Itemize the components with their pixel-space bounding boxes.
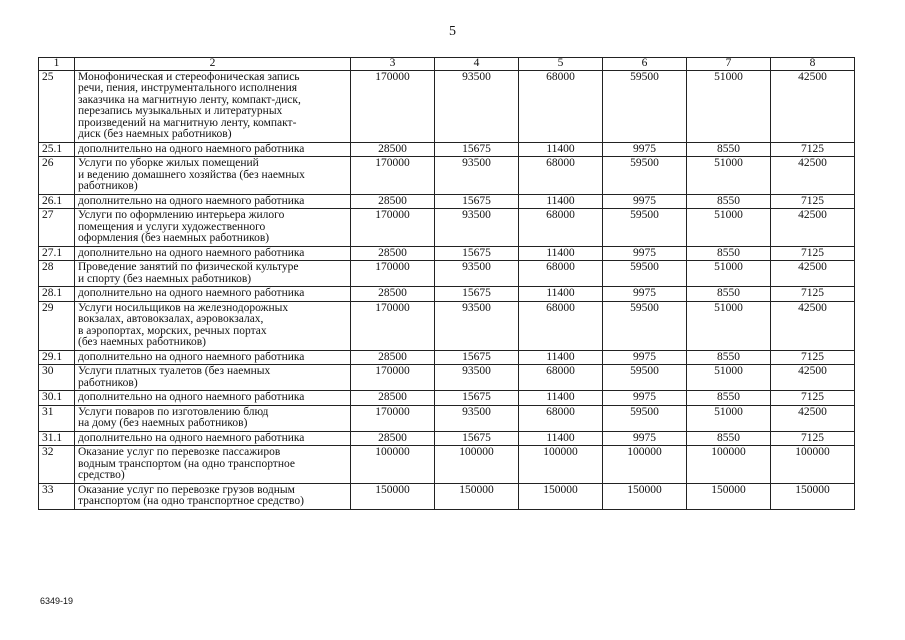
rate-value: 7125 [771,194,855,209]
rate-value: 51000 [687,209,771,247]
rate-value: 93500 [435,157,519,195]
row-number: 32 [39,446,75,484]
rate-value: 93500 [435,261,519,287]
rate-value: 170000 [351,261,435,287]
rate-value: 9975 [603,246,687,261]
rate-value: 8550 [687,350,771,365]
rate-value: 7125 [771,246,855,261]
rate-value: 42500 [771,365,855,391]
table-row [39,301,855,350]
table-row [39,246,855,261]
row-number: 31 [39,405,75,431]
rate-value: 59500 [603,261,687,287]
rate-value: 93500 [435,209,519,247]
rate-value: 15675 [435,287,519,302]
rate-value: 51000 [687,405,771,431]
service-description: дополнительно на одного наемного работника [75,287,351,302]
rate-value: 9975 [603,431,687,446]
rate-value: 170000 [351,301,435,350]
row-number: 28 [39,261,75,287]
rate-value: 93500 [435,70,519,142]
row-number: 25.1 [39,142,75,157]
rate-value: 28500 [351,246,435,261]
rate-value: 8550 [687,246,771,261]
rate-value: 11400 [519,194,603,209]
rate-value: 68000 [519,209,603,247]
rate-value: 59500 [603,405,687,431]
row-number: 29.1 [39,350,75,365]
rate-value: 28500 [351,142,435,157]
service-description: Услуги носильщиков на железнодорожных вокзалах, автовокзалах, аэровокзалах, в аэропортах, морских, речных портах (без наемных работников) [75,301,351,350]
rate-value: 100000 [687,446,771,484]
table-row [39,391,855,406]
rate-value: 28500 [351,391,435,406]
rate-value: 9975 [603,142,687,157]
rate-value: 28500 [351,287,435,302]
rate-value: 93500 [435,301,519,350]
rate-value: 28500 [351,194,435,209]
service-description: Услуги по уборке жилых помещений и ведению домашнего хозяйства (без наемных работников) [75,157,351,195]
rate-value: 15675 [435,431,519,446]
column-number-row [39,58,855,71]
service-description: дополнительно на одного наемного работника [75,194,351,209]
rate-value: 11400 [519,431,603,446]
rate-value: 11400 [519,350,603,365]
rate-value: 8550 [687,287,771,302]
rate-value: 100000 [771,446,855,484]
rate-value: 150000 [519,483,603,509]
rate-value: 68000 [519,301,603,350]
rate-value: 9975 [603,287,687,302]
column-number: 3 [351,58,435,71]
table-row [39,483,855,509]
rate-value: 170000 [351,365,435,391]
column-number: 1 [39,58,75,71]
rate-value: 59500 [603,209,687,247]
table-row [39,350,855,365]
rate-value: 7125 [771,391,855,406]
rate-value: 8550 [687,431,771,446]
column-number: 5 [519,58,603,71]
rate-value: 7125 [771,431,855,446]
rate-value: 150000 [771,483,855,509]
rate-value: 42500 [771,261,855,287]
table-row [39,142,855,157]
document-code: 6349-19 [40,596,74,606]
rate-value: 100000 [603,446,687,484]
table-row [39,209,855,247]
rate-value: 170000 [351,209,435,247]
rate-value: 170000 [351,405,435,431]
rate-value: 150000 [603,483,687,509]
row-number: 28.1 [39,287,75,302]
rate-value: 15675 [435,350,519,365]
rate-value: 42500 [771,70,855,142]
service-description: Оказание услуг по перевозке грузов водным транспортом (на одно транспортное средство) [75,483,351,509]
service-description: Монофоническая и стереофоническая запись речи, пения, инструментального исполнения заказчика на магнитную ленту, компакт-диск, перезапись музыкальных и литературных произведений на магнитную ленту, компакт- диск (без наемных работников) [75,70,351,142]
row-number: 27 [39,209,75,247]
rate-value: 8550 [687,142,771,157]
rate-value: 100000 [519,446,603,484]
rate-value: 8550 [687,194,771,209]
rate-value: 93500 [435,365,519,391]
tariff-table [38,57,855,510]
table-row [39,70,855,142]
table-row [39,431,855,446]
rate-value: 7125 [771,350,855,365]
rate-value: 68000 [519,157,603,195]
service-description: Услуги платных туалетов (без наемных работников) [75,365,351,391]
rate-value: 9975 [603,194,687,209]
column-number: 6 [603,58,687,71]
service-description: дополнительно на одного наемного работника [75,142,351,157]
rate-value: 9975 [603,350,687,365]
rate-value: 42500 [771,301,855,350]
service-description: дополнительно на одного наемного работника [75,431,351,446]
rate-value: 7125 [771,287,855,302]
rate-value: 15675 [435,391,519,406]
rate-value: 68000 [519,405,603,431]
rate-value: 7125 [771,142,855,157]
service-description: Услуги поваров по изготовлению блюд на дому (без наемных работников) [75,405,351,431]
row-number: 29 [39,301,75,350]
rate-value: 93500 [435,405,519,431]
rate-value: 150000 [351,483,435,509]
rate-value: 42500 [771,209,855,247]
service-description: дополнительно на одного наемного работника [75,246,351,261]
column-number: 2 [75,58,351,71]
row-number: 30 [39,365,75,391]
row-number: 25 [39,70,75,142]
rate-value: 59500 [603,157,687,195]
rate-value: 150000 [435,483,519,509]
rate-value: 51000 [687,157,771,195]
rate-value: 68000 [519,261,603,287]
rate-value: 11400 [519,246,603,261]
row-number: 30.1 [39,391,75,406]
rate-value: 15675 [435,246,519,261]
rate-value: 100000 [351,446,435,484]
rate-value: 28500 [351,431,435,446]
rate-value: 9975 [603,391,687,406]
rate-value: 68000 [519,70,603,142]
row-number: 33 [39,483,75,509]
table-row [39,261,855,287]
rate-value: 15675 [435,142,519,157]
column-number: 4 [435,58,519,71]
rate-value: 28500 [351,350,435,365]
service-description: Услуги по оформлению интерьера жилого помещения и услуги художественного оформления (без наемных работников) [75,209,351,247]
page-number: 5 [449,24,456,39]
service-description: дополнительно на одного наемного работника [75,391,351,406]
rate-value: 11400 [519,142,603,157]
rate-value: 68000 [519,365,603,391]
rate-value: 51000 [687,261,771,287]
service-description: Оказание услуг по перевозке пассажиров водным транспортом (на одно транспортное средство) [75,446,351,484]
rate-value: 100000 [435,446,519,484]
rate-value: 51000 [687,70,771,142]
rate-value: 11400 [519,287,603,302]
service-description: Проведение занятий по физической культуре и спорту (без наемных работников) [75,261,351,287]
table-row [39,287,855,302]
rate-value: 59500 [603,301,687,350]
row-number: 26 [39,157,75,195]
rate-value: 11400 [519,391,603,406]
rate-value: 59500 [603,70,687,142]
rate-value: 59500 [603,365,687,391]
rate-value: 42500 [771,405,855,431]
rate-value: 170000 [351,157,435,195]
rate-value: 51000 [687,301,771,350]
column-number: 7 [687,58,771,71]
rate-value: 15675 [435,194,519,209]
row-number: 27.1 [39,246,75,261]
table-row [39,157,855,195]
table-row [39,365,855,391]
rate-value: 150000 [687,483,771,509]
rate-value: 170000 [351,70,435,142]
column-number: 8 [771,58,855,71]
rate-value: 42500 [771,157,855,195]
service-description: дополнительно на одного наемного работника [75,350,351,365]
rate-value: 51000 [687,365,771,391]
table-row [39,194,855,209]
rate-value: 8550 [687,391,771,406]
table-row [39,405,855,431]
row-number: 31.1 [39,431,75,446]
table-row [39,446,855,484]
row-number: 26.1 [39,194,75,209]
